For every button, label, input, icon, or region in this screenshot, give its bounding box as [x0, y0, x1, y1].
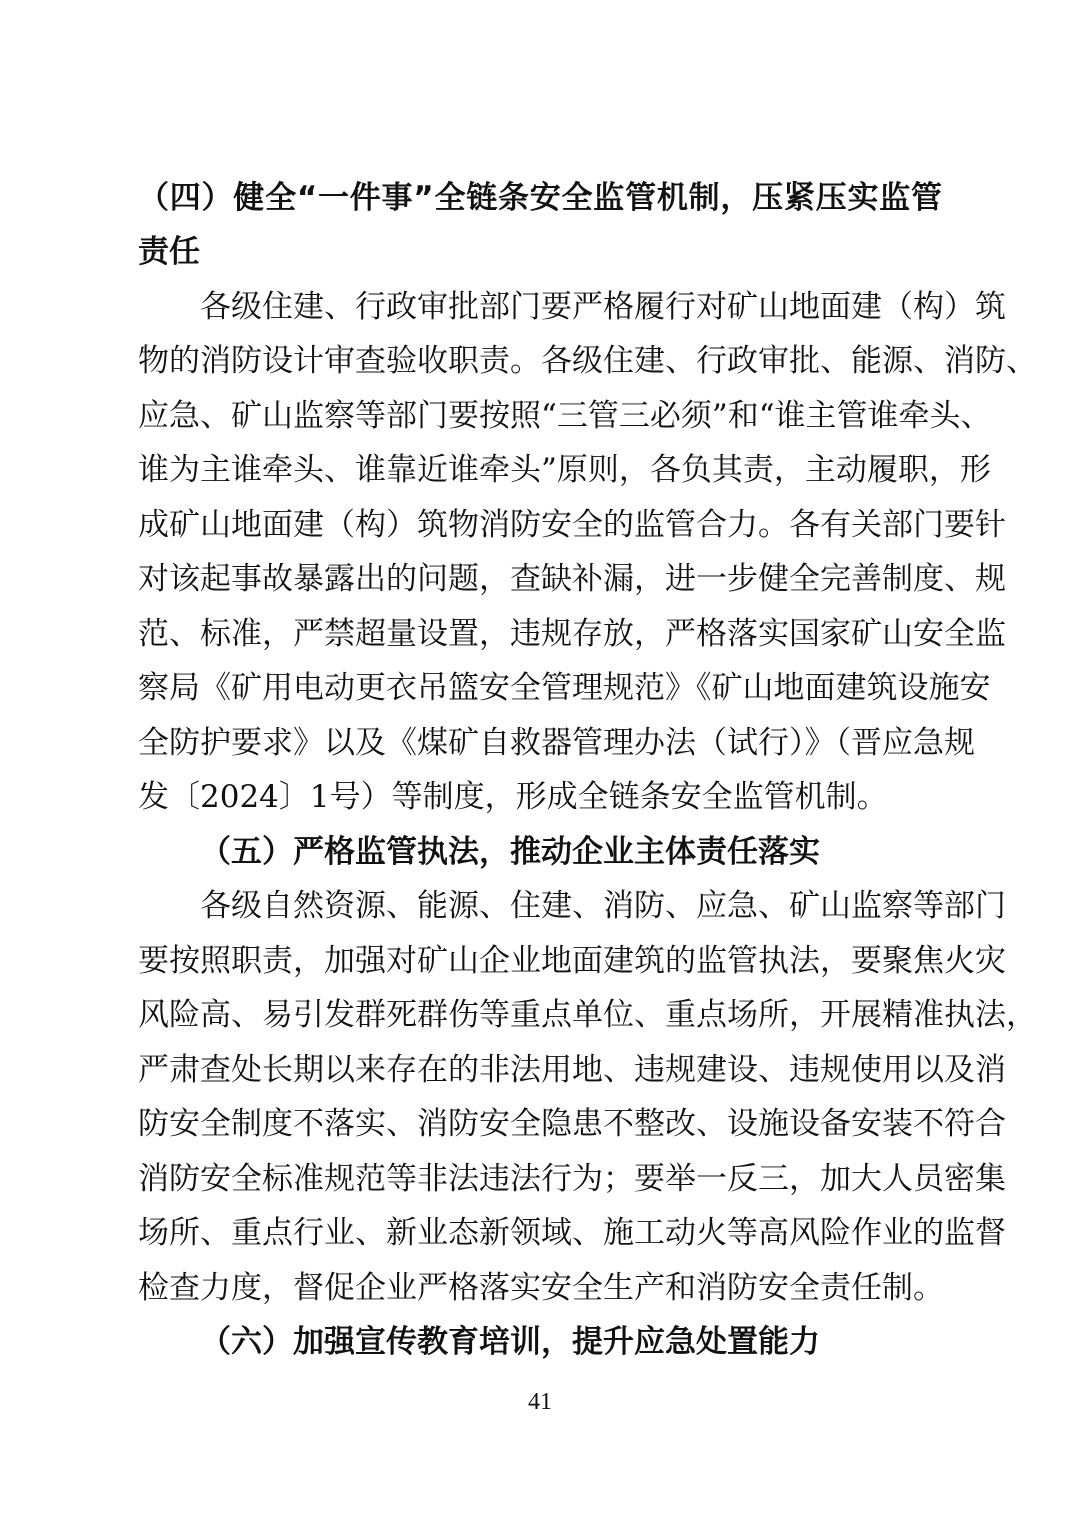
section-5-heading: （五）严格监管执法，推动企业主体责任落实 — [200, 834, 820, 870]
section-5-paragraph-line: 场所、重点行业、新业态新领域、施工动火等高风险作业的监督 — [138, 1215, 1006, 1251]
section-4-paragraph-line: 全防护要求》以及《煤矿自救器管理办法（试行）》（晋应急规 — [138, 725, 975, 761]
section-4-heading-line-1: （四）健全“一件事”全链条安全监管机制，压紧压实监管 — [138, 180, 942, 216]
section-5-paragraph-line: 风险高、易引发群死群伤等重点单位、重点场所，开展精准执法， — [138, 997, 1037, 1033]
section-5-paragraph-line: 严肃查处长期以来存在的非法用地、违规建设、违规使用以及消 — [138, 1052, 1006, 1088]
section-6-heading: （六）加强宣传教育培训，提升应急处置能力 — [200, 1324, 820, 1360]
section-4-paragraph-line: 成矿山地面建（构）筑物消防安全的监管合力。各有关部门要针 — [138, 507, 1006, 543]
section-5-paragraph-line: 各级自然资源、能源、住建、消防、应急、矿山监察等部门 — [200, 888, 1006, 924]
section-4-paragraph-line: 物的消防设计审查验收职责。各级住建、行政审批、能源、消防、 — [138, 343, 1037, 379]
section-5-paragraph-line: 要按照职责，加强对矿山企业地面建筑的监管执法，要聚焦火灾 — [138, 943, 1006, 979]
section-4-heading-line-2: 责任 — [138, 234, 200, 270]
section-4-paragraph-line: 各级住建、行政审批部门要严格履行对矿山地面建（构）筑 — [200, 289, 1006, 325]
section-5-paragraph-line: 消防安全标准规范等非法违法行为；要举一反三，加大人员密集 — [138, 1161, 1006, 1197]
section-5-paragraph-line: 防安全制度不落实、消防安全隐患不整改、设施设备安装不符合 — [138, 1106, 1006, 1142]
section-5-paragraph-line: 检查力度，督促企业严格落实安全生产和消防安全责任制。 — [138, 1270, 944, 1306]
section-4-paragraph-line: 发〔2024〕1号）等制度，形成全链条安全监管机制。 — [138, 779, 888, 815]
section-4-paragraph-line: 范、标准，严禁超量设置，违规存放，严格落实国家矿山安全监 — [138, 616, 1006, 652]
section-4-paragraph-line: 谁为主谁牵头、谁靠近谁牵头”原则，各负其责，主动履职，形 — [138, 452, 991, 488]
page-number: 41 — [528, 1389, 552, 1415]
section-4-paragraph-line: 应急、矿山监察等部门要按照“三管三必须”和“谁主管谁牵头、 — [138, 398, 992, 434]
section-4-paragraph-line: 察局《矿用电动更衣吊篮安全管理规范》《矿山地面建筑设施安 — [138, 670, 991, 706]
section-4-paragraph-line: 对该起事故暴露出的问题，查缺补漏，进一步健全完善制度、规 — [138, 561, 1006, 597]
